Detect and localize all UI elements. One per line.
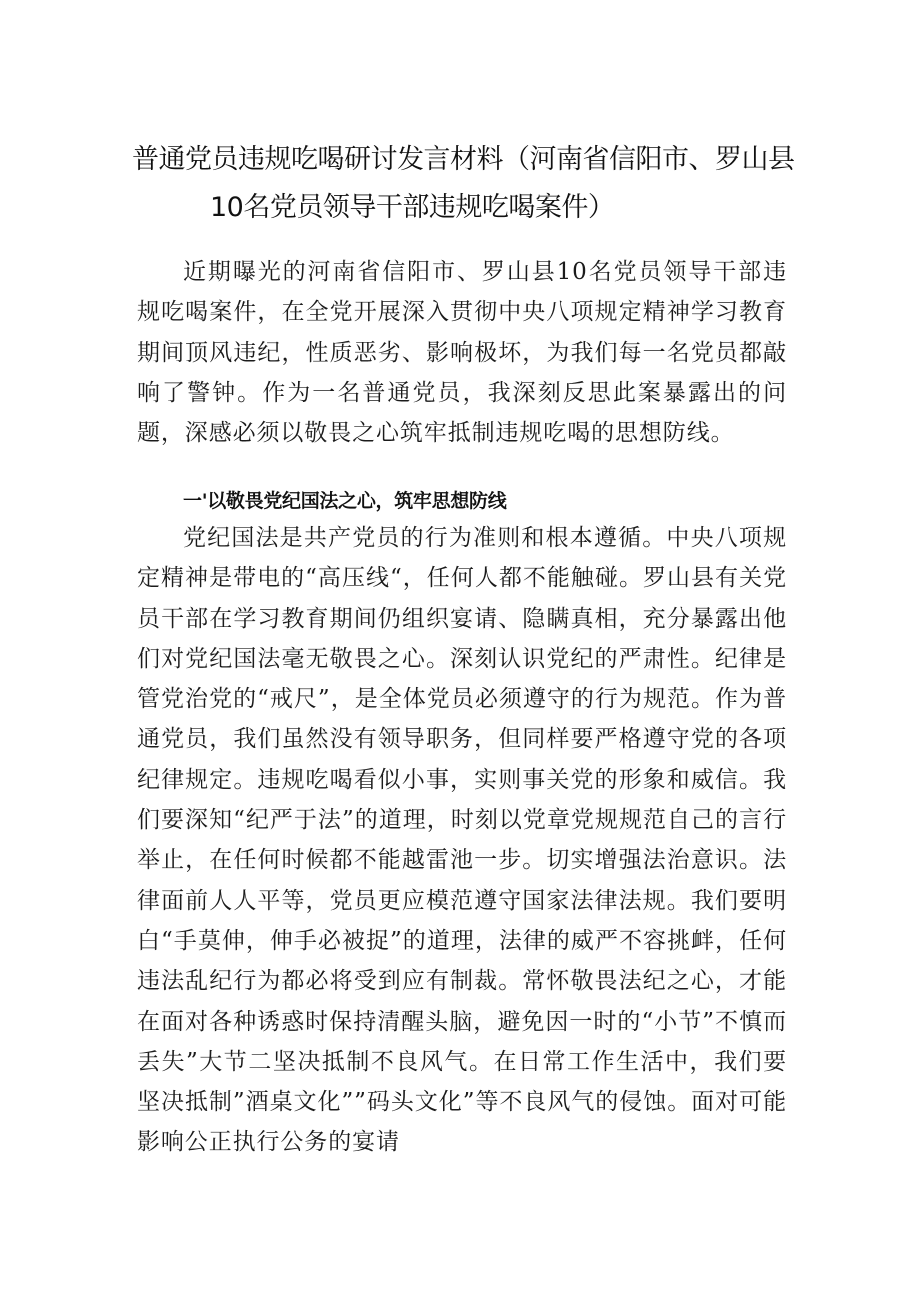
document-title	[132, 136, 812, 232]
title-line-2: 10名党员领导干部违规吃喝案件）	[210, 192, 615, 223]
section-heading-1: 一'以敬畏党纪国法之心，筑牢思想防线	[183, 490, 507, 512]
section-1-paragraph: 党纪国法是共产党员的行为准则和根本遵循。中央八项规定精神是带电的“高压线“，任何人都不能触碰。罗山县有关党员干部在学习教育期间仍组织宴请、隐瞒真相，充分暴露出他们对党纪国法毫无敬畏之心。深刻认识党纪的严肃性。纪律是管党治党的“戒尺”，是全体党员必须遵守的行为规范。作为普通党员，我们虽然没有领导职务，但同样要严格遵守党的各项纪律规定。违规吃喝看似小事，实则事关党的形象和威信。我们要深知“纪严于法”的道理，时刻以党章党规规范自己的言行举止，在任何时候都不能越雷池一步。切实增强法治意识。法律面前人人平等，党员更应模范遵守国家法律法规。我们要明白“手莫伸，伸手必被捉”的道理，法律的威严不容挑衅，任何违法乱纪行为都必将受到应有制裁。常怀敬畏法纪之心，才能在面对各种诱惑时保持清醒头脑，避免因一时的“小节”不慎而丢失”大节二坚决抵制不良风气。在日常工作生活中，我们要坚决抵制”酒桌文化””码头文化”等不良风气的侵蚀。面对可能影响公正执行公务的宴请	[137, 525, 787, 1156]
title-line-1: 普通党员违规吃喝研讨发言材料（河南省信阳市、罗山县	[132, 144, 795, 175]
intro-paragraph: 近期曝光的河南省信阳市、罗山县10名党员领导干部违规吃喝案件，在全党开展深入贯彻中央八项规定精神学习教育期间顶风违纪，性质恶劣、影响极坏，为我们每一名党员都敲响了警钟。作为一名普通党员，我深刻反思此案暴露出的问题，深感必须以敬畏之心筑牢抵制违规吃喝的思想防线。	[137, 259, 787, 447]
